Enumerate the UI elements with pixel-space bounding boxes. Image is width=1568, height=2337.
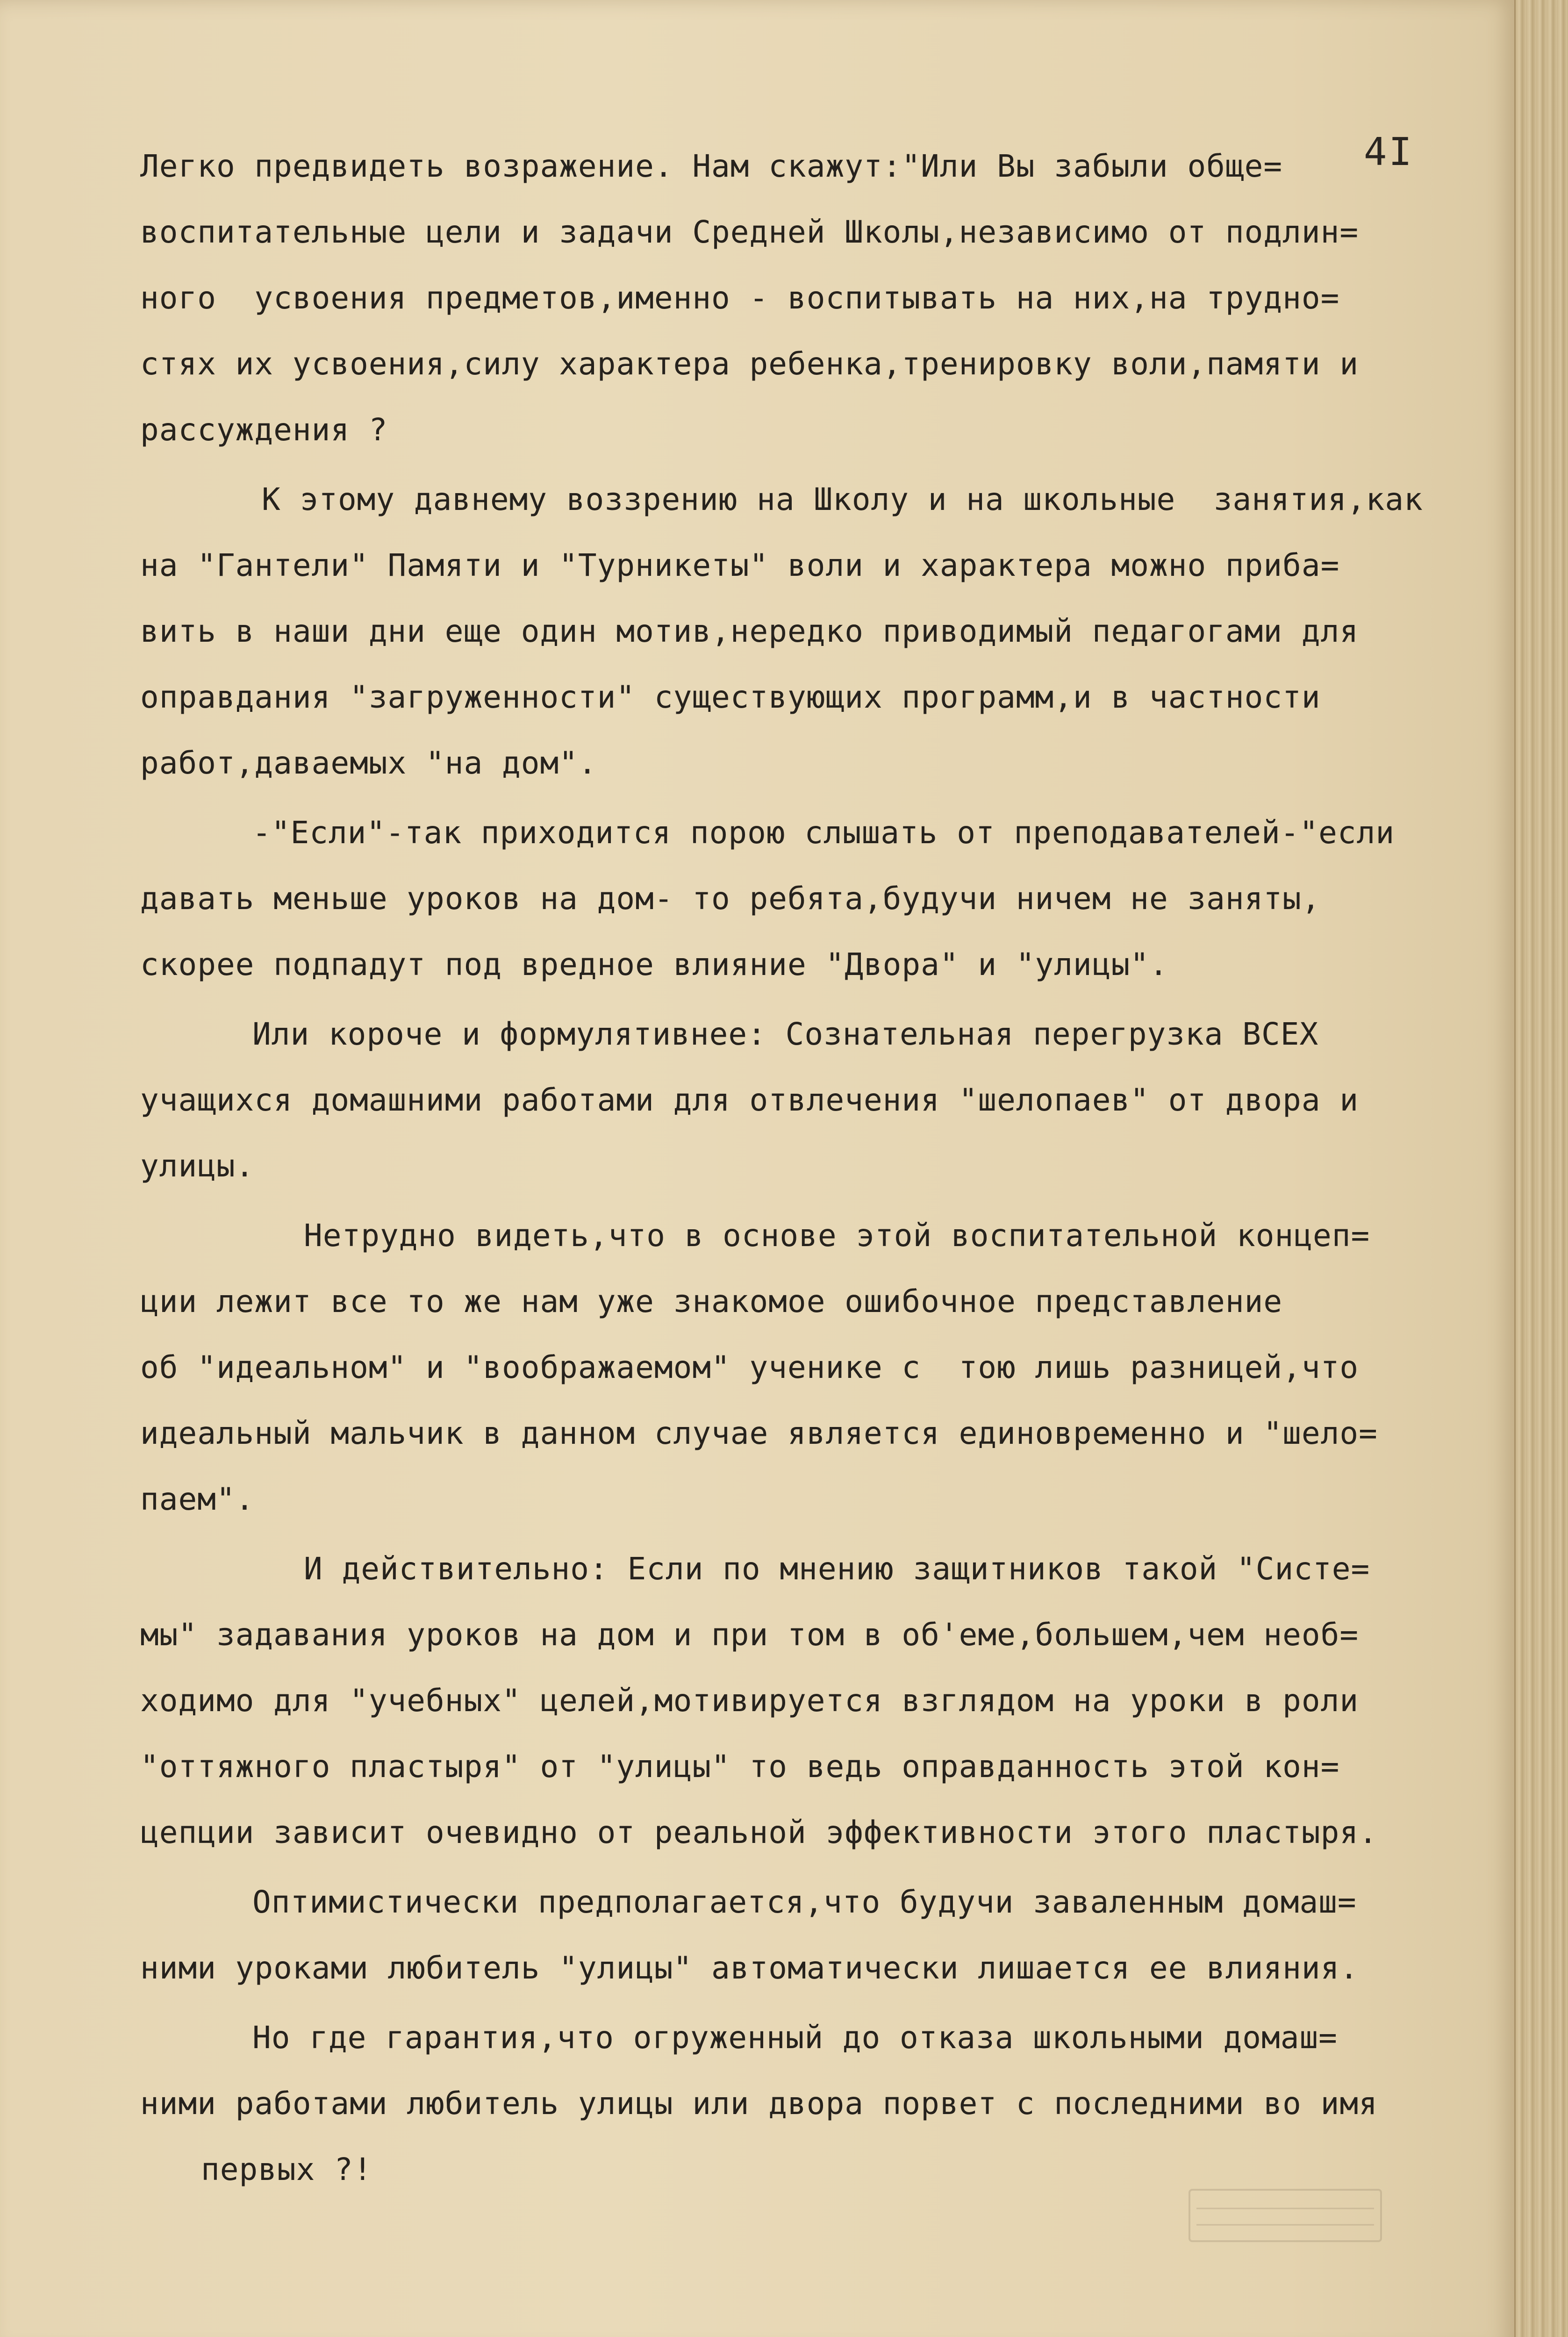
text-line: ходимо для "учебных" целей,мотивируется взглядом на уроки в роли xyxy=(140,1683,1359,1719)
text-line: Легко предвидеть возражение. Нам скажут:"Или Вы забыли обще= xyxy=(140,148,1283,184)
text-line: работ,даваемых "на дом". xyxy=(140,745,597,781)
text-line: учащихся домашними работами для отвлечения "шелопаев" от двора и xyxy=(140,1082,1359,1118)
paragraph-4 xyxy=(140,1001,1472,1199)
text-line: Оптимистически предполагается,что будучи заваленным домаш= xyxy=(252,1884,1357,1920)
text-line: давать меньше уроков на дом- то ребята,будучи ничем не заняты, xyxy=(140,881,1321,917)
text-line: И действительно: Если по мнению защитников такой "Систе= xyxy=(304,1551,1370,1587)
paragraph-1 xyxy=(140,133,1472,463)
text-line: первых ?! xyxy=(201,2151,372,2187)
text-line: -"Если"-так приходится порою слышать от преподавателей-"если xyxy=(252,815,1395,851)
text-line: К этому давнему воззрению на Школу и на школьные занятия,как xyxy=(262,481,1423,517)
book-binding-edge xyxy=(1514,0,1568,2337)
text-line: об "идеальном" и "воображаемом" ученике с тою лишь разницей,что xyxy=(140,1349,1359,1385)
text-line: ции лежит все то же нам уже знакомое ошибочное представление xyxy=(140,1283,1283,1319)
paragraph-3 xyxy=(140,800,1472,997)
text-line: воспитательные цели и задачи Средней Школы,независимо от подлин= xyxy=(140,214,1359,250)
paragraph-6 xyxy=(140,1536,1472,1865)
text-line: Или короче и формулятивнее: Сознательная перегрузка ВСЕХ xyxy=(252,1016,1319,1052)
typed-text-body xyxy=(140,133,1472,2202)
text-line: стях их усвоения,силу характера ребенка,тренировку воли,памяти и xyxy=(140,346,1359,382)
text-line: ними уроками любитель "улицы" автоматически лишается ее влияния. xyxy=(140,1950,1359,1986)
text-line: скорее подпадут под вредное влияние "Двора" и "улицы". xyxy=(140,946,1168,982)
text-line: ними работами любитель улицы или двора порвет с последними во имя xyxy=(140,2086,1378,2122)
faded-stamp-mark xyxy=(1187,2187,1383,2244)
text-line: Нетрудно видеть,что в основе этой воспитательной концеп= xyxy=(304,1218,1370,1254)
text-line: рассуждения ? xyxy=(140,412,388,448)
text-line: улицы. xyxy=(140,1148,255,1184)
page-number: 4I xyxy=(1364,130,1414,174)
paragraph-7 xyxy=(140,1869,1472,2001)
text-line: паем". xyxy=(140,1481,255,1517)
paragraph-2 xyxy=(140,466,1472,796)
text-line: мы" задавания уроков на дом и при том в об'еме,большем,чем необ= xyxy=(140,1617,1359,1653)
paragraph-5 xyxy=(140,1203,1472,1532)
text-line: Но где гарантия,что огруженный до отказа школьными домаш= xyxy=(252,2020,1338,2056)
paragraph-8 xyxy=(140,2005,1472,2202)
text-line: вить в наши дни еще один мотив,нередко приводимый педагогами для xyxy=(140,613,1359,649)
text-line: ного усвоения предметов,именно - воспитывать на них,на трудно= xyxy=(140,280,1340,316)
text-line: "оттяжного пластыря" от "улицы" то ведь оправданность этой кон= xyxy=(140,1749,1340,1785)
text-line: идеальный мальчик в данном случае является единовременно и "шело= xyxy=(140,1415,1378,1451)
text-line: оправдания "загруженности" существующих программ,и в частности xyxy=(140,679,1321,715)
text-line: на "Гантели" Памяти и "Турникеты" воли и характера можно приба= xyxy=(140,547,1340,583)
text-line: цепции зависит очевидно от реальной эффективности этого пластыря. xyxy=(140,1814,1378,1850)
